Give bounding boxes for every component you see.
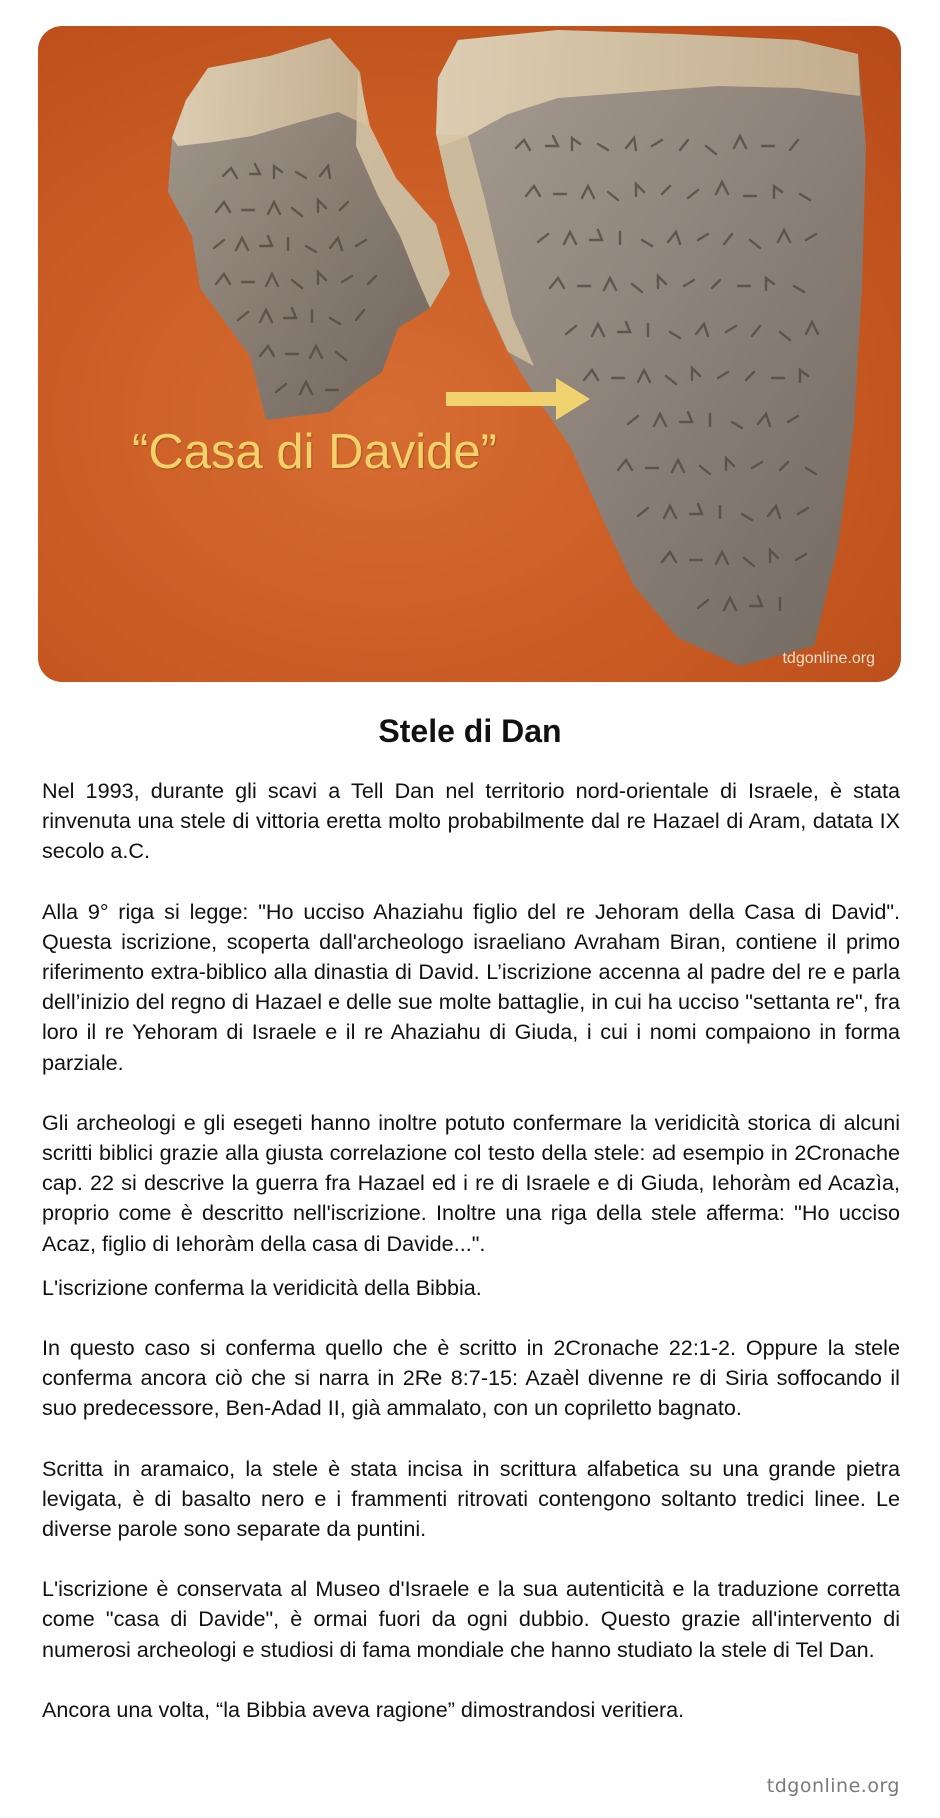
paragraph-conclusion: Ancora una volta, “la Bibbia aveva ragione” dimostrandosi veritiera.	[42, 1696, 685, 1722]
stele-photo	[38, 26, 901, 682]
stele-illustration	[38, 26, 901, 682]
casa-di-davide-label: “Casa di Davide”	[132, 425, 497, 479]
stele-fragment-left	[168, 38, 450, 420]
paragraph-discovery: Nel 1993, durante gli scavi a Tell Dan nel territorio nord-orientale di Israele, è stata rinvenuta una stele di vittoria eretta molto probabilmente dal re Hazael di Aram, datata IX secolo a.C.	[42, 778, 900, 864]
paragraph-bible-truth: L'iscrizione conferma la veridicità della Bibbia.	[42, 1274, 482, 1300]
paragraph-aramaic: Scritta in aramaico, la stele è stata incisa in scrittura alfabetica su una grande pietra levigata, è di basalto nero e i frammenti ritrovati contengono soltanto tredici linee. Le diverse parole sono separate da puntini.	[42, 1455, 900, 1542]
paragraph-confirmation: Gli archeologi e gli esegeti hanno inoltre potuto confermare la veridicità storica di alcuni scritti biblici grazie alla giusta correlazione col testo della stele: ad esempio in 2Cronache cap. 22 si descrive la guerra fra Hazael ed i re di Israele e di Giuda, Iehoràm ed Acazìa, proprio come è descritto nell'iscrizione. Inoltre una riga della stele afferma: "Ho ucciso Acaz, figlio di Iehoràm della casa di Davide...".	[42, 1109, 900, 1256]
paragraph-museum: L'iscrizione è conservata al Museo d'Israele e la sua autenticità e la traduzione corretta come "casa di Davide", è ormai fuori da ogni dubbio. Questo grazie all'intervento di numerosi archeologi e studiosi di fama mondiale che hanno studiato la stele di Tel Dan.	[42, 1576, 900, 1662]
footer-site-name: tdgonline.org	[766, 1775, 900, 1797]
page-title: Stele di Dan	[378, 713, 562, 749]
photo-credit: tdgonline.org	[782, 650, 875, 667]
article-body	[42, 776, 900, 1725]
stele-fragment-right	[436, 30, 866, 666]
paragraph-ninth-line: Alla 9° riga si legge: "Ho ucciso Ahaziahu figlio del re Jehoram della Casa di David". Questa iscrizione, scoperta dall'archeologo israeliano Avraham Biran, contiene il primo riferimento extra-biblico alla dinastia di David. L’iscrizione accenna al padre del re e parla dell’inizio del regno di Hazael e delle sue molte battaglie, in cui ha ucciso "settanta re", fra loro il re Yehoram di Israele e il re Ahaziahu di Giuda, i cui i nomi compaiono in forma parziale.	[42, 898, 900, 1075]
paragraph-cronache: In questo caso si conferma quello che è scritto in 2Cronache 22:1-2. Oppure la stele conferma ancora ciò che si narra in 2Re 8:7-15: Azaèl divenne re di Siria soffocando il suo predecessore, Ben-Adad II, già ammalato, con un copriletto bagnato.	[42, 1335, 900, 1421]
